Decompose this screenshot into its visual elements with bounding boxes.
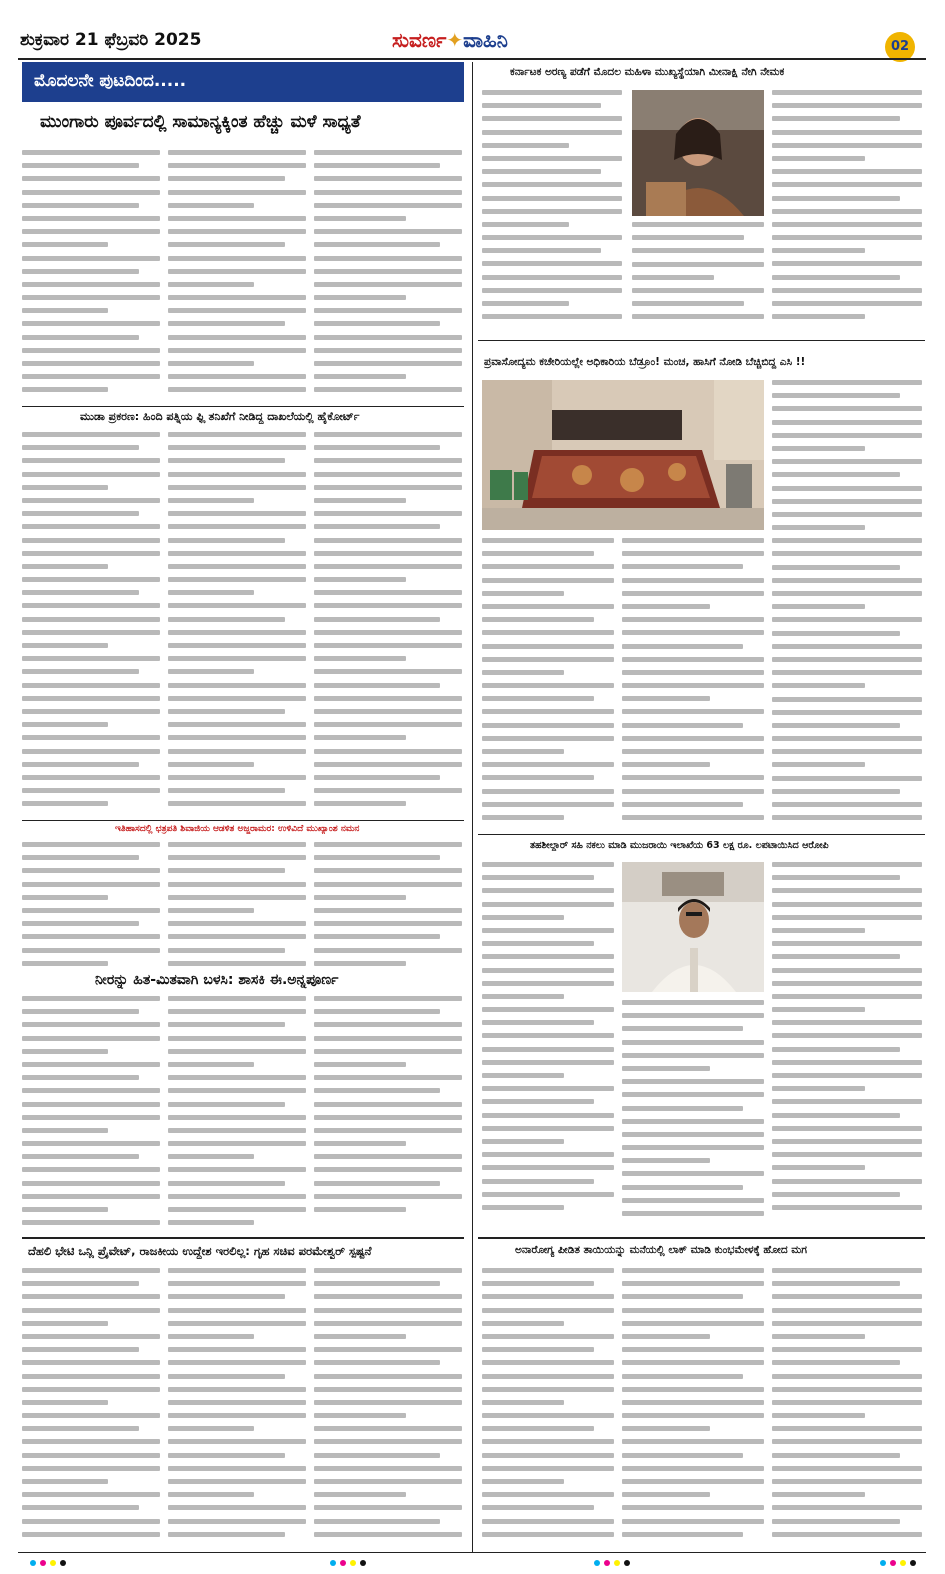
delhi-body-col-3 [314,1268,462,1550]
monsoon-body-col-2 [168,150,306,402]
portrait-image [632,90,764,216]
delhi-body-col-2 [168,1268,306,1550]
delhi-body-col-1 [22,1268,160,1550]
shivaji-body-col-2 [168,842,306,970]
page-number: 02 [885,32,915,62]
kumbh-body-col-2 [622,1268,764,1550]
kumbh-headline: ಅನಾರೋಗ್ಯ ಪೀಡಿತ ತಾಯಿಯನ್ನು ಮನೆಯಲ್ಲಿ ಲಾಕ್ ಮಾಡಿ ಕುಂಭಮೇಳಕ್ಕೆ ಹೋದ ಮಗ [515,1244,807,1256]
water-headline: ನೀರನ್ನು ಹಿತ-ಮಿತವಾಗಿ ಬಳಸಿ: ಶಾಸಕಿ ಈ.ಅನ್ನಪೂರ್ಣ [95,972,339,988]
bedroom-headline: ಪ್ರವಾಸೋದ್ಯಮ ಕಚೇರಿಯಲ್ಲೇ ಅಧಿಕಾರಿಯ ಬೆಡ್ರೂಂ! ಮಂಚ, ಹಾಸಿಗೆ ನೋಡಿ ಬೆಚ್ಚಿಬಿದ್ದ ಎಸಿ !! [484,356,806,368]
shivaji-body-col-1 [22,842,160,970]
forest-body-col-1 [482,90,622,336]
forest-official-photo [632,90,764,216]
man-portrait-image [622,862,764,992]
shivaji-headline: ಇತಿಹಾಸದಲ್ಲಿ ಛತ್ರಪತಿ ಶಿವಾಜಿಯ ಆಡಳಿತ ಅಜ್ಜರಾಮರ: ಉಳಿವಿದೆ ಮುಖ್ಯಾಂಶ ನಮನ [115,824,360,834]
article-divider [478,340,925,341]
water-body-col-3 [314,996,462,1234]
bed-image [482,380,764,530]
kumbh-body-col-3 [772,1268,922,1550]
bedroom-body-col-1 [482,538,614,830]
masthead-divider [18,58,926,60]
muda-headline: ಮುಡಾ ಪ್ರಕರಣ: ಹಿಂದಿ ಪತ್ನಿಯ ಫ್ಲಿ ತನಿಖೆಗೆ ನೀಡಿದ್ದ ದಾಖಲೆಯಲ್ಲಿ ಹೈಕೋರ್ಟ್ [80,410,360,423]
newspaper-logo [392,28,508,52]
column-divider [472,62,473,1552]
section-banner: ಮೊದಲನೇ ಪುಟದಿಂದ..... [22,62,464,102]
delhi-headline: ದೆಹಲಿ ಭೇಟಿ ಒನ್ಲಿ ಪ್ರೈವೇಟ್, ರಾಜಕೀಯ ಉದ್ದೇಶ ಇರಲಿಲ್ಲ: ಗೃಹ ಸಚಿವ ಪರಮೇಶ್ವರ್ ಸ್ಪಷ್ಟನೆ [28,1244,372,1258]
bedroom-photo [482,380,764,530]
forest-body-col-2 [632,222,764,336]
fraud-headline: ತಹಶೀಲ್ದಾರ್ ಸಹಿ ನಕಲು ಮಾಡಿ ಮುಜರಾಯಿ ಇಲಾಖೆಯ 63 ಲಕ್ಷ ರೂ. ಲಪಟಾಯಿಸಿದ ಆರೋಪಿ [530,840,829,851]
bedroom-body-col-2 [622,538,764,830]
fraud-body-col-1 [482,862,614,1232]
monsoon-body-col-1 [22,150,160,402]
forest-headline: ಕರ್ನಾಟಕ ಅರಣ್ಯ ಪಡೆಗೆ ಮೊದಲ ಮಹಿಳಾ ಮುಖ್ಯಸ್ಥೆಯಾಗಿ ಮೀನಾಕ್ಷಿ ನೇಗಿ ನೇಮಕ [510,66,785,78]
kumbh-body-col-1 [482,1268,614,1550]
water-body-col-2 [168,996,306,1234]
fraud-body-col-2 [622,1000,764,1232]
footer-divider [18,1552,926,1553]
issue-date: ಶುಕ್ರವಾರ 21 ಫೆಬ್ರವರಿ 2025 [20,30,202,50]
logo-right-text: ವಾಹಿನಿ [463,28,508,52]
article-divider [22,406,464,407]
article-divider [22,1237,464,1239]
muda-body-col-2 [168,432,306,818]
article-divider [478,834,925,835]
monsoon-headline: ಮುಂಗಾರು ಪೂರ್ವದಲ್ಲಿ ಸಾಮಾನ್ಯಕ್ಕಿಂತ ಹೆಚ್ಚು ಮಳೆ ಸಾಧ್ಯತೆ [40,112,361,132]
forest-body-col-3 [772,90,922,336]
monsoon-body-col-3 [314,150,462,402]
muda-body-col-1 [22,432,160,818]
water-body-col-1 [22,996,160,1234]
shivaji-body-col-3 [314,842,462,970]
article-divider [478,1237,925,1239]
article-divider [22,820,464,821]
fraud-body-col-3 [772,862,922,1232]
bedroom-body-col-3 [772,380,922,830]
flame-icon: ✦ [446,28,464,52]
logo-left-text: ಸುವರ್ಣ [392,28,447,52]
muda-body-col-3 [314,432,462,818]
accused-photo [622,862,764,992]
